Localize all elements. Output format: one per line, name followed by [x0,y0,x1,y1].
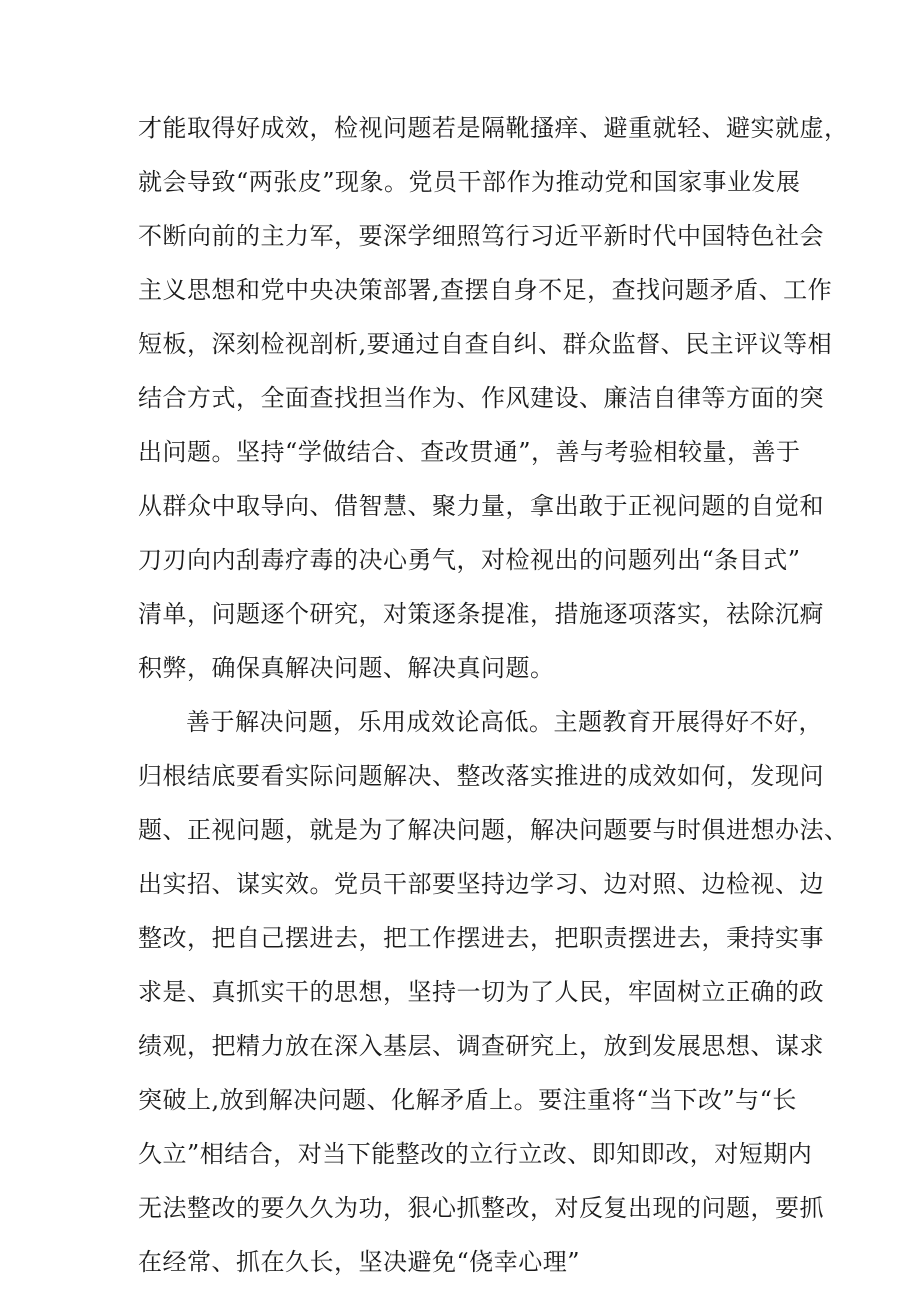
text-line: 题、正视问题，就是为了解决问题，解决问题要与时俱进想办法、 [138,816,849,844]
text-line: 出问题。坚持“学做结合、查改贯通”，善与考验相较量，善于 [138,438,801,466]
text-line: 就会导致“两张皮”现象。党员干部作为推动党和国家事业发展 [138,168,801,196]
text-line: 刀刃向内刮毒疗毒的决心勇气，对检视出的问题列出“条目式” [138,546,801,574]
paragraph-first-line: 善于解决问题，乐用成效论高低。主题教育开展得好不好， [186,708,823,736]
text-line: 不断向前的主力军，要深学细照笃行习近平新时代中国特色社会 [138,222,824,250]
text-line: 整改，把自己摆进去，把工作摆进去，把职责摆进去，秉持实事 [138,924,824,952]
text-line: 清单，问题逐个研究，对策逐条提准，措施逐项落实，祛除沉痾 [138,600,824,628]
text-line: 突破上,放到解决问题、化解矛盾上。要注重将“当下改”与“长 [138,1086,797,1114]
text-line: 从群众中取导向、借智慧、聚力量，拿出敢于正视问题的自觉和 [138,492,824,520]
text-line: 出实招、谋实效。党员干部要坚持边学习、边对照、边检视、边 [138,870,824,898]
text-line: 积弊，确保真解决问题、解决真问题。 [138,654,555,682]
text-line: 求是、真抓实干的思想，坚持一切为了人民，牢固树立正确的政 [138,978,824,1006]
text-line: 无法整改的要久久为功，狠心抓整改，对反复出现的问题，要抓 [138,1194,824,1222]
text-line: 在经常、抓在久长，坚决避免“侥幸心理” [138,1248,581,1276]
text-line: 归根结底要看实际问题解决、整改落实推进的成效如何，发现问 [138,762,824,790]
text-line: 久立”相结合，对当下能整改的立行立改、即知即改，对短期内 [138,1140,813,1168]
text-line: 结合方式，全面查找担当作为、作风建设、廉洁自律等方面的突 [138,384,824,412]
text-line: 短板，深刻检视剖析,要通过自查自纠、群众监督、民主评议等相 [138,330,833,358]
text-line: 才能取得好成效，检视问题若是隔靴搔痒、避重就轻、避实就虚， [138,114,849,142]
text-line: 绩观，把精力放在深入基层、调查研究上，放到发展思想、谋求 [138,1032,824,1060]
text-line: 主义思想和党中央决策部署,查摆自身不足，查找问题矛盾、工作 [138,276,833,304]
